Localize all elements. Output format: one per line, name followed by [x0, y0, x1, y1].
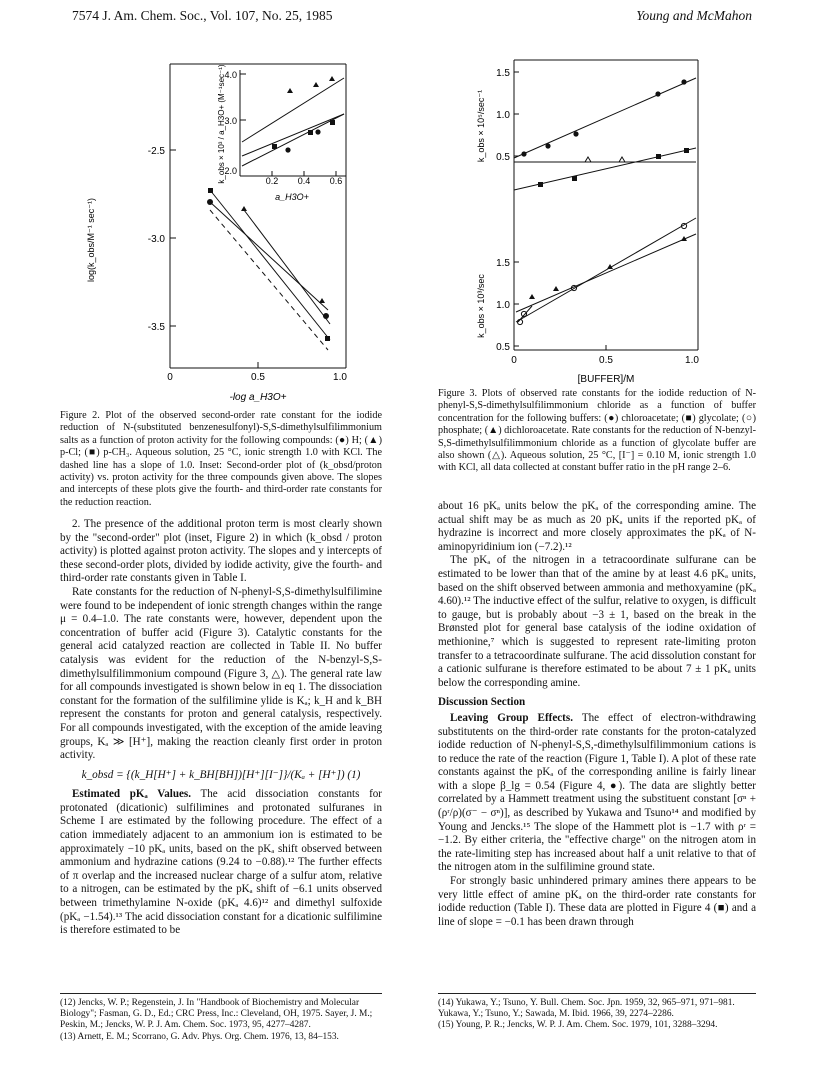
- fig3-bottom-ytick: 1.0: [496, 300, 510, 311]
- fig3-xtick: 0.5: [599, 355, 613, 366]
- figure-2-caption: Figure 2. Plot of the observed second-order rate constant for the iodide reduction of N-(substituted benzenesulfonyl)-S,S-dimethylsulfilimmonium salts as a function of proton activity for the following compounds: (●) H; (▲) p-Cl; (■) p-CH₃. Aqueous solution, 25 °C, ionic strength 1.0 with KCl. The dashed line has a slope of 1.0. Inset: Second-order plot of (k_obsd/proton activity) vs. proton activity for the three compounds given above. The slopes and intercepts of these plots give the fourth- and third-order rate constants for the reduction reaction.: [60, 410, 382, 508]
- fig3-top-ytick: 1.5: [496, 68, 510, 79]
- fig3-xtick: 0: [511, 355, 517, 366]
- fig2-xtick: 0: [167, 372, 173, 383]
- paragraph: For strongly basic unhindered primary amines there appears to be very little effect of amine pKₐ on the third-order rate constants for iodide reduction (Table I). These data are plotted in Figure 4 (■) and a line of slope = −0.1 has been drawn through: [438, 875, 756, 928]
- fig2-inset-ylabel: k_obs × 10³ / a_H3O+ (M⁻¹sec⁻¹): [217, 64, 226, 184]
- footnotes-right: [438, 998, 756, 1032]
- equation-1: k_obsd = {(k_H[H⁺] + k_BH[BH])[H⁺][I⁻]}/(Kₐ + [H⁺]) (1): [81, 768, 361, 781]
- fig3-top-ytick: 1.0: [496, 110, 510, 121]
- running-header-left: 7574 J. Am. Chem. Soc., Vol. 107, No. 25, 1985: [72, 8, 333, 23]
- footnote: (13) Arnett, E. M.; Scorrano, G. Adv. Phys. Org. Chem. 1976, 13, 84–153.: [60, 1031, 339, 1042]
- fig2-inset-ytick: 2.0: [224, 166, 237, 176]
- fig2-inset-xtick: 0.2: [265, 176, 279, 186]
- subsection-heading: Leaving Group Effects.: [450, 711, 573, 724]
- fig2-xtick: 0.5: [251, 372, 265, 383]
- section-heading: Discussion Section: [438, 696, 526, 709]
- paragraph: The pKₐ of the nitrogen in a tetracoordinate sulfurane can be estimated to be lower than that of the amine by at least 4.6 pKₐ units, based on the shift observed between ammonia and methoxyamine (pKₐ 4.60).¹² The inductive effect of the sulfur, relative to oxygen, is difficult to gauge, but is probably about −3 ± 1, based on the break in the Brønsted plot for general base catalysis of the iodine oxidation of methionine,⁷ which is suggested to represent rate-limiting proton transfer to a tetracoordinate sulfurane. The acid dissolution constant for a cationic sulfurane is therefore estimated to be about 7 ± 1 pKₐ units below the corresponding amine.: [438, 554, 756, 689]
- paragraph: Rate constants for the reduction of N-phenyl-S,S-dimethylsulfilimine were found to be independent of ionic strength changes within the range μ = 0.4–1.0. The rate constants were, however, dependent upon the concentration of buffer acid (Figure 3). Catalytic constants for the general acid catalyzed reaction are collected in Table II. No buffer catalysis was evident for the reduction of the N-benzyl-S,S-dimethylsulfilimmonium compound (Figure 3, △). The general rate law for all compounds investigated is shown below in eq 1. The dissociation constant for the formation of the sulfilimine ylide is Kₐ; k_H and k_BH represent the constants for proton and general catalysis, respectively. For all compounds investigated, with the exception of the amide leaving groups, Kₐ ≫ [H⁺], making the reaction cleanly first order in proton activity.: [60, 585, 382, 762]
- footnotes-left: [60, 998, 382, 1043]
- figure-2: [60, 50, 380, 410]
- fig3-xlabel: [BUFFER]/M: [577, 374, 635, 385]
- figure-3: [462, 50, 762, 390]
- fig2-xtick: 1.0: [333, 372, 347, 383]
- footnote: (12) Jencks, W. P.; Regenstein, J. In "Handbook of Biochemistry and Molecular Biology"; Fasman, G. D., Ed.; CRC Press, Inc.: Cleveland, OH, 1975. Sayer, J. M.; Peskin, M.; Jencks, W. P. J. Am. Chem. Soc. 1973, 95, 4277–4287.: [60, 998, 373, 1031]
- fig2-xlabel: -log a_H3O+: [229, 392, 287, 403]
- fig2-inset-xtick: 0.4: [297, 176, 311, 186]
- fig3-bottom-ytick: 1.5: [496, 258, 510, 269]
- footnote: (15) Young, P. R.; Jencks, W. P. J. Am. Chem. Soc. 1979, 101, 3288–3294.: [438, 1020, 718, 1031]
- fig3-bottom-ylabel: k_obs × 10³/sec: [476, 274, 486, 338]
- running-header-right: Young and McMahon: [636, 8, 752, 23]
- fig3-bottom-ytick: 0.5: [496, 342, 510, 353]
- footnote-rule: [60, 993, 382, 994]
- paragraph: The effect of electron-withdrawing substitutents on the third-order rate constants for the proton-catalyzed iodide reduction of N-phenyl-S,S,-dimethylsulfilimmonium cations is to reduce the rate of the reaction (Figure 1, Table I). A plot of these rate constants against the pKₐ of the corresponding aniline is fairly linear with a slope β_lg = 0.54 (Figure 4, ●). The data are slightly better correlated by a Hammett treatment using the substituent constant [σⁿ + (ρʳ/ρ)(σ⁻ − σⁿ)], as described by Yukawa and Tsuno¹⁴ and modified by Young and Jencks.¹⁵ The slope of the Hammett plot is −1.7 with ρʳ = −1.2. By either criteria, the "effective charge" on the nitrogen atom in the rate-limiting step has increased about half a unit relative to that of the nitrogen atom in the sulfilimine ground state.: [438, 711, 756, 874]
- fig3-xtick: 1.0: [685, 355, 699, 366]
- fig2-inset-ytick: 3.0: [224, 116, 237, 126]
- paragraph: 2. The presence of the additional proton term is most clearly shown by the "second-order" plot (inset, Figure 2) in which (k_obsd / proton activity) is plotted against proton activity. The slopes and y intercepts of these second-order plots, divided by iodide activity, give the fourth- and third-order rate constants given in Table I.: [60, 518, 382, 585]
- fig2-ylabel: log(k_obs/M⁻¹ sec⁻¹): [86, 197, 96, 283]
- fig2-ytick: -2.5: [147, 146, 165, 157]
- fig3-top-ytick: 0.5: [496, 152, 510, 163]
- figure-3-caption: Figure 3. Plots of observed rate constants for the iodide reduction of N-phenyl-S,S-dimethylsulfilimmonium chloride as a function of buffer concentration for the following buffers: (●) chloroacetate; (■) glycolate; (○) phosphate; (▲) dichloroacetate. Rate constants for the reduction of N-benzyl-S,S-dimethylsulfilimmonium chloride as a function of glycolate buffer are also shown (△). Aqueous solution, 25 °C, [I⁻] = 0.10 M, ionic strength 1.0 with KCl, all data collected at constant buffer ratio in the pH range 2–6.: [438, 388, 756, 474]
- fig2-inset-xtick: 0.6: [329, 176, 343, 186]
- paragraph: about 16 pKₐ units below the pKₐ of the corresponding amine. The actual shift may be as much as 20 pKₐ units if the reported pKₐ of hydrazine is incorrect and more closely approximates the pKₐ of N-aminopyridinium ion (−7.2).¹²: [438, 500, 756, 553]
- fig3-top-ylabel: k_obs × 10⁵/sec⁻¹: [476, 89, 486, 163]
- section-heading: Estimated pKₐ Values.: [72, 788, 192, 801]
- fig2-ytick: -3.0: [147, 234, 165, 245]
- fig2-ytick: -3.5: [147, 322, 165, 333]
- footnote-rule: [438, 993, 756, 994]
- left-column-text: [60, 518, 382, 938]
- fig2-inset-xlabel: a_H3O+: [275, 192, 309, 202]
- footnote: (14) Yukawa, Y.; Tsuno, Y. Bull. Chem. Soc. Jpn. 1959, 32, 965–971, 971–981. Yukawa, Y.; Tsuno, Y.; Sawada, M. Ibid. 1966, 39, 2274–2286.: [438, 998, 735, 1020]
- right-column-text: [438, 500, 756, 929]
- paragraph: The acid dissociation constants for protonated (dicationic) sulfilimines and protonated sulfuranes in Scheme I are estimated by the following procedure. The effect of a cation immediately adjacent to an ammonium ion is estimated to be approximately −10 pKₐ units, based on the pKₐ shift observed between ammonium and hydrazine cations (9.24 to −0.88).¹² The further effects of π overlap and the increased nuclear charge of a sulfur atom, relative to a nitrogen, can be estimated by the pKₐ shift of −6.1 units observed between trimethylamine N-oxide (pKₐ 4.6)¹² and dimethyl sulfoxide (pKₐ −1.54).¹³ The acid dissociation constant for a dicationic sulfilimine is therefore estimated to be: [60, 788, 382, 937]
- fig2-inset-ytick: 4.0: [224, 70, 237, 80]
